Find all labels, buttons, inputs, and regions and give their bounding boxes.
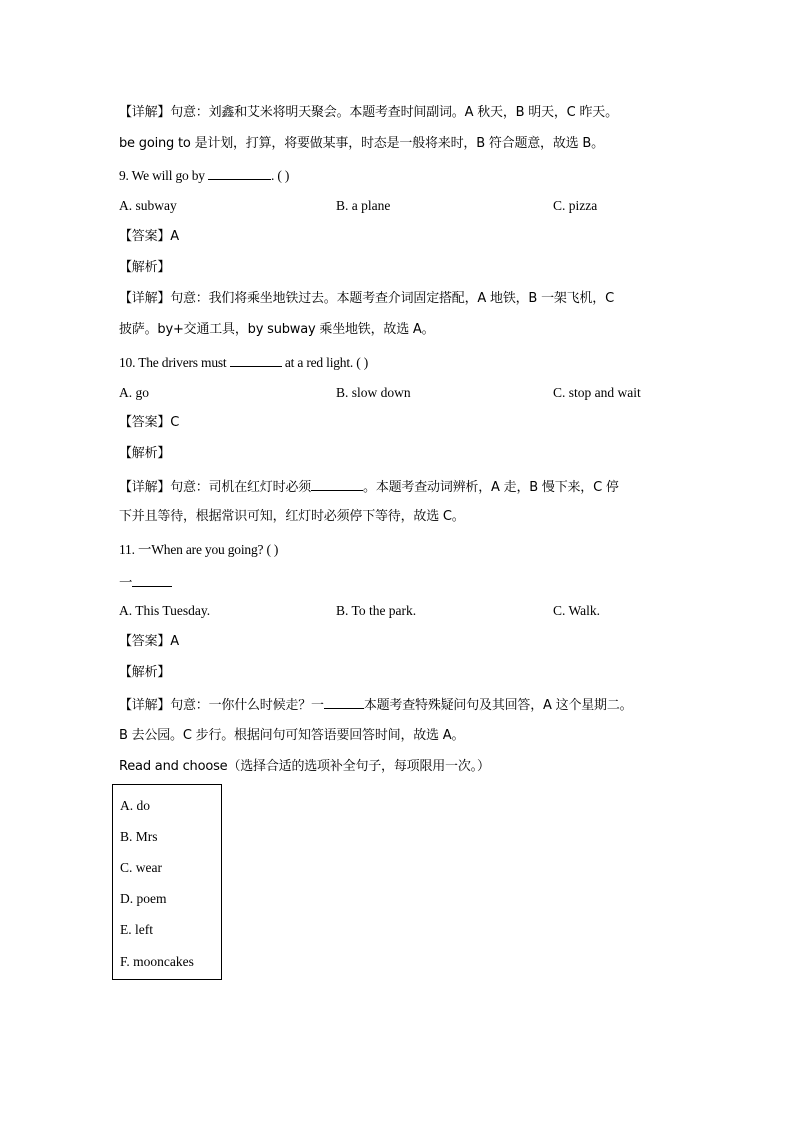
- q9-option-a: A. subway: [119, 198, 177, 213]
- word-option-a: A. do: [120, 798, 150, 813]
- q10-blank: [230, 353, 282, 367]
- q10-option-c: C. stop and wait: [553, 385, 641, 400]
- word-option-d: D. poem: [120, 891, 167, 906]
- q11-option-c: C. Walk.: [553, 603, 601, 618]
- q11-analysis-label: 【解析】: [119, 665, 171, 680]
- q10-stem-before: 10. The drivers must: [119, 355, 230, 370]
- q9-answer: 【答案】A: [119, 229, 179, 244]
- q11-detail-blank: [324, 695, 364, 709]
- q10-analysis-label: 【解析】: [119, 446, 171, 461]
- q11-detail-before: 【详解】句意：一你什么时候走？一: [119, 698, 324, 713]
- q11-detail-line-2: B 去公园。C 步行。根据问句可知答语要回答时间，故选 A。: [119, 728, 465, 743]
- q9-detail-line-1: 【详解】句意：我们将乘坐地铁过去。本题考查介词固定搭配，A 地铁，B 一架飞机，C: [119, 291, 614, 306]
- q9-option-c: C. pizza: [553, 198, 598, 213]
- q10-stem: [119, 353, 368, 372]
- q10-detail-blank: [311, 477, 363, 491]
- q11-detail-line-1: [119, 695, 632, 715]
- q9-blank: [208, 166, 271, 180]
- word-bank-box: [112, 784, 222, 980]
- section-instruction: Read and choose（选择合适的选项补全句子，每项限用一次。）: [119, 759, 490, 774]
- q8-detail-line-1: 【详解】句意：刘鑫和艾米将明天聚会。本题考查时间副词。A 秋天，B 明天，C 昨天。: [119, 105, 618, 120]
- q11-detail-after: 本题考查特殊疑问句及其回答，A 这个星期二。: [363, 698, 633, 713]
- q11-option-b: B. To the park.: [336, 603, 417, 618]
- q8-detail-line-2: be going to 是计划，打算，将要做某事，时态是一般将来时，B 符合题意，故选 B。: [119, 136, 604, 151]
- q10-answer: 【答案】C: [119, 415, 180, 430]
- q9-stem-before: 9. We will go by: [119, 168, 209, 183]
- word-option-b: B. Mrs: [120, 829, 158, 844]
- q10-detail-line-2: 下并且等待，根据常识可知，红灯时必须停下等待，故选 C。: [119, 509, 465, 524]
- q9-stem-after: . ( ): [271, 168, 290, 183]
- word-option-e: E. left: [120, 922, 153, 937]
- q11-option-a: A. This Tuesday.: [119, 603, 211, 618]
- q11-reply-dash: 一: [119, 575, 133, 590]
- word-option-f: F. mooncakes: [120, 954, 194, 969]
- q11-stem: 11. 一When are you going? ( ): [119, 542, 279, 557]
- q11-reply-blank: [132, 573, 172, 587]
- q9-analysis-label: 【解析】: [119, 260, 171, 275]
- q10-detail-line-1: [119, 477, 619, 497]
- q10-detail-before: 【详解】句意：司机在红灯时必须: [119, 480, 312, 495]
- q9-stem: [119, 166, 289, 185]
- q10-stem-after: at a red light. ( ): [281, 355, 369, 370]
- q10-option-a: A. go: [119, 385, 149, 400]
- q11-reply: [119, 573, 172, 592]
- q10-detail-after: 。本题考查动词辨析，A 走，B 慢下来，C 停: [363, 480, 619, 495]
- q9-detail-line-2: 披萨。by+交通工具，by subway 乘坐地铁，故选 A。: [119, 322, 435, 337]
- word-option-c: C. wear: [120, 860, 162, 875]
- q9-option-b: B. a plane: [336, 198, 391, 213]
- q10-option-b: B. slow down: [336, 385, 411, 400]
- q11-answer: 【答案】A: [119, 634, 179, 649]
